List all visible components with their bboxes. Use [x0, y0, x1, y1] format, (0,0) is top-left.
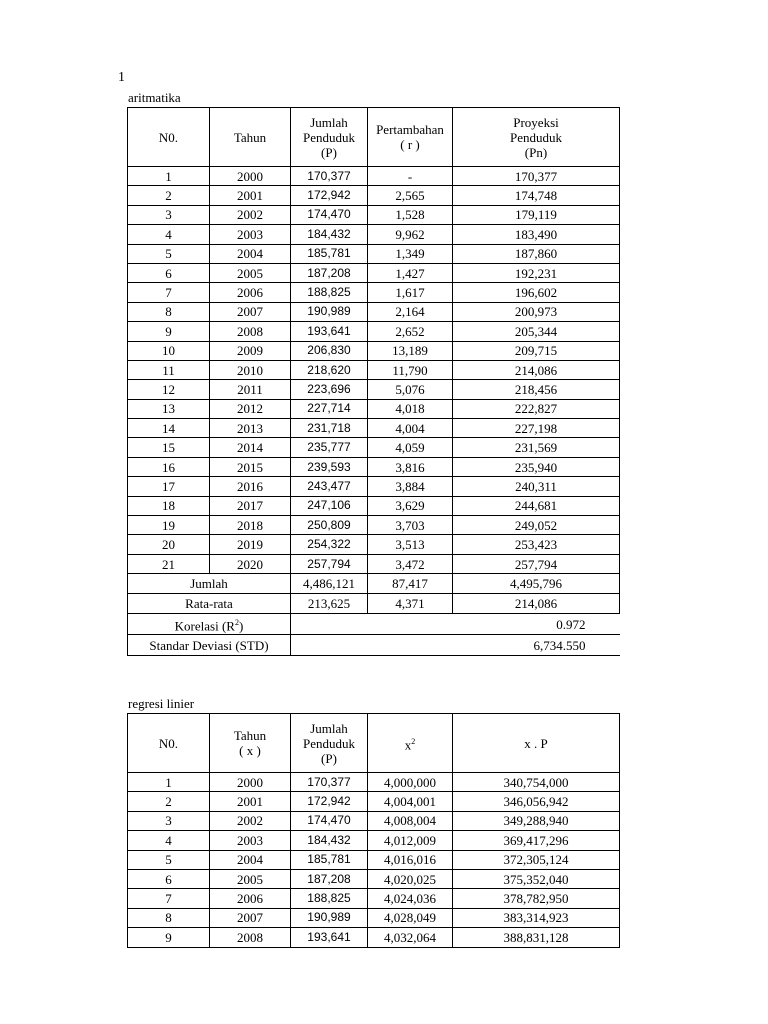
table-caption-aritmatika: aritmatika: [128, 90, 181, 105]
table-row: [128, 477, 620, 496]
table-row: [128, 516, 620, 535]
header-no: N0.: [128, 714, 210, 773]
table-cell: 190,989: [291, 908, 368, 927]
table-cell: 8: [128, 302, 210, 321]
table-cell: 2: [128, 186, 210, 205]
table-row: [128, 535, 620, 554]
table-cell: 9: [128, 322, 210, 341]
table-cell: 4,028,049: [368, 908, 453, 927]
table-cell: 187,208: [291, 869, 368, 888]
table-cell: 2018: [210, 516, 291, 535]
ratarata-p: 213,625: [291, 594, 368, 614]
table-cell: 375,352,040: [453, 869, 620, 888]
table-cell: 369,417,296: [453, 831, 620, 850]
table-cell: 170,377: [291, 773, 368, 792]
header-x-squared: $x^2$: [368, 714, 453, 773]
table-cell: 2000: [210, 167, 291, 186]
table-cell: 200,973: [453, 302, 620, 321]
table-cell: 174,748: [453, 186, 620, 205]
table-cell: 2010: [210, 360, 291, 379]
table-cell: 6: [128, 869, 210, 888]
header-jumlah-penduduk: Jumlah Penduduk (P): [291, 108, 368, 167]
table-cell: 244,681: [453, 496, 620, 515]
table-cell: 188,825: [291, 283, 368, 302]
table-cell: 196,602: [453, 283, 620, 302]
table-cell: 1,349: [368, 244, 453, 263]
table-cell: 2006: [210, 889, 291, 908]
table-cell: 4,004: [368, 419, 453, 438]
table-cell: 2002: [210, 811, 291, 830]
table-cell: 188,825: [291, 889, 368, 908]
table-cell: 4,018: [368, 399, 453, 418]
table-row: [128, 167, 620, 186]
jumlah-r: 87,417: [368, 574, 453, 594]
table-cell: 12: [128, 380, 210, 399]
table-cell: 231,718: [291, 419, 368, 438]
table-cell: 247,106: [291, 496, 368, 515]
table-cell: 183,490: [453, 225, 620, 244]
table-cell: 2003: [210, 831, 291, 850]
table-cell: 4,012,009: [368, 831, 453, 850]
table-cell: 13: [128, 399, 210, 418]
table-cell: 3,513: [368, 535, 453, 554]
table-cell: 218,620: [291, 360, 368, 379]
table-cell: 193,641: [291, 322, 368, 341]
table-cell: 2017: [210, 496, 291, 515]
table-cell: 3,703: [368, 516, 453, 535]
table-cell: 2008: [210, 322, 291, 341]
table-cell: 5: [128, 244, 210, 263]
table-cell: 257,794: [453, 554, 620, 573]
table-row: [128, 399, 620, 418]
table-cell: 2,652: [368, 322, 453, 341]
table-row: [128, 322, 620, 341]
table-cell: 5: [128, 850, 210, 869]
table-cell: -: [368, 167, 453, 186]
header-tahun-x: Tahun ( x ): [210, 714, 291, 773]
table-row: [128, 360, 620, 379]
table-cell: 172,942: [291, 186, 368, 205]
std-value: 6,734.550: [291, 635, 620, 656]
table-cell: 187,208: [291, 263, 368, 282]
table-cell: 11,790: [368, 360, 453, 379]
table-cell: 2020: [210, 554, 291, 573]
table-cell: 2,164: [368, 302, 453, 321]
table-cell: 3,884: [368, 477, 453, 496]
table-cell: 222,827: [453, 399, 620, 418]
table-cell: 2008: [210, 928, 291, 947]
table-cell: 16: [128, 457, 210, 476]
aritmatika-table: [127, 107, 620, 656]
table-cell: 7: [128, 283, 210, 302]
table-cell: 13,189: [368, 341, 453, 360]
table-row: [128, 908, 620, 927]
table-cell: 214,086: [453, 360, 620, 379]
table-row: [128, 773, 620, 792]
table-cell: 179,119: [453, 205, 620, 224]
table-row: [128, 205, 620, 224]
table-cell: 2019: [210, 535, 291, 554]
table-cell: 4,008,004: [368, 811, 453, 830]
table-cell: 340,754,000: [453, 773, 620, 792]
table-cell: 378,782,950: [453, 889, 620, 908]
table-cell: 2,565: [368, 186, 453, 205]
table-row: [128, 792, 620, 811]
table-cell: 227,198: [453, 419, 620, 438]
table-cell: 4: [128, 831, 210, 850]
table-cell: 18: [128, 496, 210, 515]
table-cell: 190,989: [291, 302, 368, 321]
table-cell: 170,377: [453, 167, 620, 186]
table-cell: 239,593: [291, 457, 368, 476]
table-cell: 192,231: [453, 263, 620, 282]
table-cell: 227,714: [291, 399, 368, 418]
table-cell: 187,860: [453, 244, 620, 263]
table-cell: 4,059: [368, 438, 453, 457]
table-cell: 17: [128, 477, 210, 496]
korelasi-label: Korelasi $(R^2)$: [128, 614, 291, 635]
table-cell: 174,470: [291, 205, 368, 224]
table-row: [128, 496, 620, 515]
table-cell: 185,781: [291, 244, 368, 263]
table-cell: 3,816: [368, 457, 453, 476]
table-cell: 19: [128, 516, 210, 535]
table-cell: 9,962: [368, 225, 453, 244]
table-cell: 9: [128, 928, 210, 947]
table-cell: 257,794: [291, 554, 368, 573]
table-cell: 20: [128, 535, 210, 554]
table-row: [128, 186, 620, 205]
table-cell: 253,423: [453, 535, 620, 554]
header-x-times-p: x . P: [453, 714, 620, 773]
table-cell: 5,076: [368, 380, 453, 399]
table-cell: 4,004,001: [368, 792, 453, 811]
jumlah-p: 4,486,121: [291, 574, 368, 594]
table-cell: 2002: [210, 205, 291, 224]
table-cell: 2006: [210, 283, 291, 302]
table-cell: 21: [128, 554, 210, 573]
table-cell: 2005: [210, 263, 291, 282]
table-cell: 2015: [210, 457, 291, 476]
table-row: [128, 225, 620, 244]
korelasi-value: 0.972: [291, 614, 620, 635]
table-cell: 4,016,016: [368, 850, 453, 869]
table-row: [128, 341, 620, 360]
table-cell: 3: [128, 811, 210, 830]
table-cell: 243,477: [291, 477, 368, 496]
header-pertambahan: Pertambahan ( r ): [368, 108, 453, 167]
std-label: Standar Deviasi (STD): [128, 635, 291, 656]
table-caption-regresi: regresi linier: [128, 696, 195, 711]
table-cell: 184,432: [291, 225, 368, 244]
table-cell: 2004: [210, 244, 291, 263]
table-cell: 170,377: [291, 167, 368, 186]
table-cell: 3: [128, 205, 210, 224]
table-cell: 3,629: [368, 496, 453, 515]
table-row: [128, 419, 620, 438]
table-cell: 2: [128, 792, 210, 811]
table-cell: 1,617: [368, 283, 453, 302]
table-cell: 3,472: [368, 554, 453, 573]
table-row: [128, 928, 620, 947]
table-cell: 2007: [210, 908, 291, 927]
table-cell: 1,528: [368, 205, 453, 224]
table-cell: 235,777: [291, 438, 368, 457]
table-cell: 209,715: [453, 341, 620, 360]
table-row: [128, 554, 620, 573]
table-row: [128, 811, 620, 830]
regresi-table: [127, 713, 620, 948]
table-row: [128, 889, 620, 908]
table-cell: 2009: [210, 341, 291, 360]
ratarata-pn: 214,086: [453, 594, 620, 614]
table-row: [128, 244, 620, 263]
ratarata-r: 4,371: [368, 594, 453, 614]
table-row: [128, 869, 620, 888]
table-cell: 2007: [210, 302, 291, 321]
table-cell: 4,024,036: [368, 889, 453, 908]
table-cell: 388,831,128: [453, 928, 620, 947]
table-row: [128, 438, 620, 457]
table-cell: 2000: [210, 773, 291, 792]
table-cell: 223,696: [291, 380, 368, 399]
table-cell: 14: [128, 419, 210, 438]
table-cell: 250,809: [291, 516, 368, 535]
table-cell: 6: [128, 263, 210, 282]
table-cell: 2014: [210, 438, 291, 457]
table-cell: 10: [128, 341, 210, 360]
header-proyeksi: Proyeksi Penduduk (Pn): [453, 108, 620, 167]
table-cell: 2011: [210, 380, 291, 399]
table-cell: 206,830: [291, 341, 368, 360]
table-cell: 4,000,000: [368, 773, 453, 792]
table-cell: 2003: [210, 225, 291, 244]
table-row: [128, 263, 620, 282]
table-cell: 11: [128, 360, 210, 379]
table-cell: 2004: [210, 850, 291, 869]
table-row: [128, 302, 620, 321]
header-no: N0.: [128, 108, 210, 167]
table-row: [128, 380, 620, 399]
table-cell: 172,942: [291, 792, 368, 811]
table-cell: 205,344: [453, 322, 620, 341]
table-cell: 372,305,124: [453, 850, 620, 869]
table-cell: 193,641: [291, 928, 368, 947]
page-number: 1: [118, 70, 125, 85]
table-cell: 1: [128, 167, 210, 186]
table-cell: 383,314,923: [453, 908, 620, 927]
jumlah-pn: 4,495,796: [453, 574, 620, 594]
jumlah-label: Jumlah: [128, 574, 291, 594]
table-cell: 2001: [210, 186, 291, 205]
table-cell: 349,288,940: [453, 811, 620, 830]
table-cell: 1,427: [368, 263, 453, 282]
table-cell: 174,470: [291, 811, 368, 830]
table-row: [128, 850, 620, 869]
table-cell: 4: [128, 225, 210, 244]
table-cell: 15: [128, 438, 210, 457]
table-cell: 240,311: [453, 477, 620, 496]
table-cell: 2012: [210, 399, 291, 418]
table-cell: 185,781: [291, 850, 368, 869]
table-cell: 4,032,064: [368, 928, 453, 947]
table-row: [128, 831, 620, 850]
table-cell: 249,052: [453, 516, 620, 535]
table-cell: 2016: [210, 477, 291, 496]
table-cell: 2001: [210, 792, 291, 811]
table-cell: 254,322: [291, 535, 368, 554]
table-cell: 2005: [210, 869, 291, 888]
header-tahun: Tahun: [210, 108, 291, 167]
table-cell: 184,432: [291, 831, 368, 850]
table-cell: 7: [128, 889, 210, 908]
table-cell: 235,940: [453, 457, 620, 476]
table-row: [128, 283, 620, 302]
table-cell: 4,020,025: [368, 869, 453, 888]
table-cell: 8: [128, 908, 210, 927]
ratarata-label: Rata-rata: [128, 594, 291, 614]
table-cell: 231,569: [453, 438, 620, 457]
table-cell: 218,456: [453, 380, 620, 399]
table-row: [128, 457, 620, 476]
header-jumlah-penduduk: Jumlah Penduduk (P): [291, 714, 368, 773]
table-cell: 1: [128, 773, 210, 792]
table-cell: 346,056,942: [453, 792, 620, 811]
table-cell: 2013: [210, 419, 291, 438]
